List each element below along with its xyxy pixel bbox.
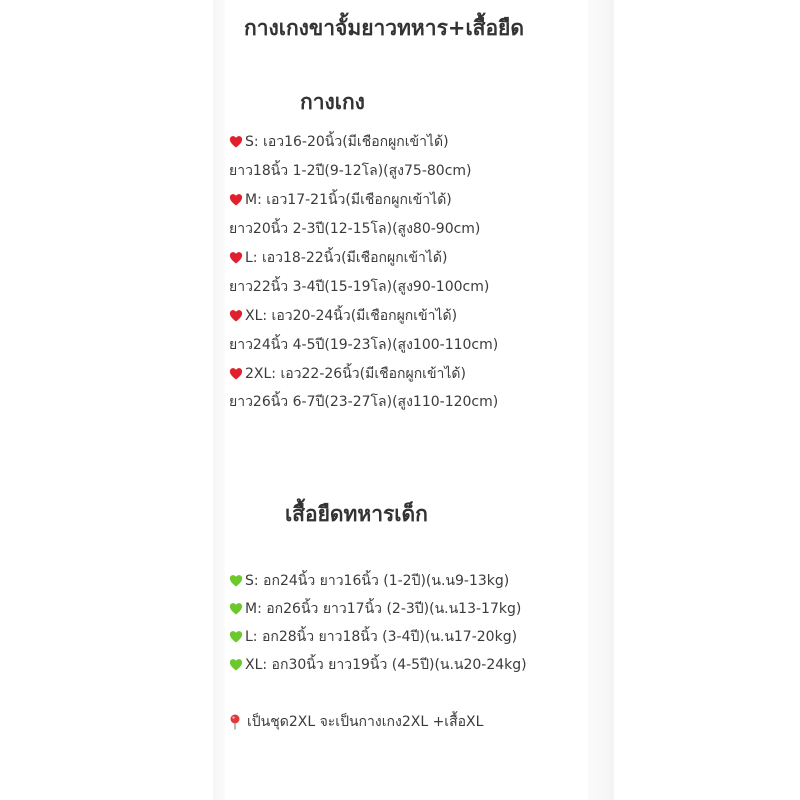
pants-length-m (229, 215, 498, 244)
shirt-size-m-label: M: อก26นิ้ว ยาว17นิ้ว (2-3ปี)(น.น13-17kg) (245, 601, 522, 617)
shirt-size-list (229, 567, 527, 679)
pants-length-2xl-label: ยาว26นิ้ว 6-7ปี(23-27โล)(สูง110-120cm) (229, 394, 499, 411)
shirt-size-s (229, 567, 527, 595)
red-heart-icon (229, 135, 243, 149)
pants-length-s-label: ยาว18นิ้ว 1-2ปี(9-12โล)(สูง75-80cm) (229, 163, 472, 180)
shirt-heading: เสื้อยืดทหารเด็ก (285, 502, 428, 526)
green-heart-icon (229, 602, 243, 616)
pants-size-m (229, 186, 498, 215)
shirt-size-l (229, 623, 527, 651)
red-heart-icon (229, 309, 243, 323)
set-note-text: เป็นชุด2XL จะเป็นกางเกง2XL +เสื้อXL (247, 714, 484, 731)
left-edge-shading (213, 0, 225, 800)
green-heart-icon (229, 658, 243, 672)
pants-heading: กางเกง (300, 90, 365, 114)
pin-icon (229, 714, 241, 730)
pants-size-l (229, 244, 498, 273)
pants-size-s-label: S: เอว16-20นิ้ว(มีเชือกผูกเข้าได้) (245, 134, 449, 151)
red-heart-icon (229, 251, 243, 265)
pants-length-xl-label: ยาว24นิ้ว 4-5ปี(19-23โล)(สูง100-110cm) (229, 336, 499, 353)
pants-size-list (229, 128, 498, 417)
pants-size-l-label: L: เอว18-22นิ้ว(มีเชือกผูกเข้าได้) (245, 250, 448, 266)
shirt-size-xl (229, 651, 527, 679)
pants-length-2xl (229, 388, 498, 417)
pants-length-l-label: ยาว22นิ้ว 3-4ปี(15-19โล)(สูง90-100cm) (229, 278, 490, 295)
pants-size-m-label: M: เอว17-21นิ้ว(มีเชือกผูกเข้าได้) (245, 192, 452, 209)
pants-size-s (229, 128, 498, 157)
right-edge-shading (588, 0, 614, 800)
shirt-size-s-label: S: อก24นิ้ว ยาว16นิ้ว (1-2ปี)(น.น9-13kg) (245, 573, 510, 589)
shirt-size-xl-label: XL: อก30นิ้ว ยาว19นิ้ว (4-5ปี)(น.น20-24kg) (245, 657, 527, 673)
pants-size-2xl-label: 2XL: เอว22-26นิ้ว(มีเชือกผูกเข้าได้) (245, 365, 466, 382)
red-heart-icon (229, 193, 243, 207)
pants-length-l (229, 272, 498, 301)
pants-size-2xl (229, 359, 498, 388)
shirt-size-l-label: L: อก28นิ้ว ยาว18นิ้ว (3-4ปี)(น.น17-20kg) (245, 629, 518, 645)
red-heart-icon (229, 367, 243, 381)
pants-length-xl (229, 330, 498, 359)
shirt-size-m (229, 595, 527, 623)
pants-size-xl (229, 301, 498, 330)
green-heart-icon (229, 630, 243, 644)
pants-length-s (229, 157, 498, 186)
green-heart-icon (229, 574, 243, 588)
pants-length-m-label: ยาว20นิ้ว 2-3ปี(12-15โล)(สูง80-90cm) (229, 221, 481, 238)
page-title: กางเกงขาจั้มยาวทหาร+เสื้อยืด (244, 16, 524, 40)
pants-size-xl-label: XL: เอว20-24นิ้ว(มีเชือกผูกเข้าได้) (245, 307, 458, 324)
set-note (229, 708, 483, 737)
